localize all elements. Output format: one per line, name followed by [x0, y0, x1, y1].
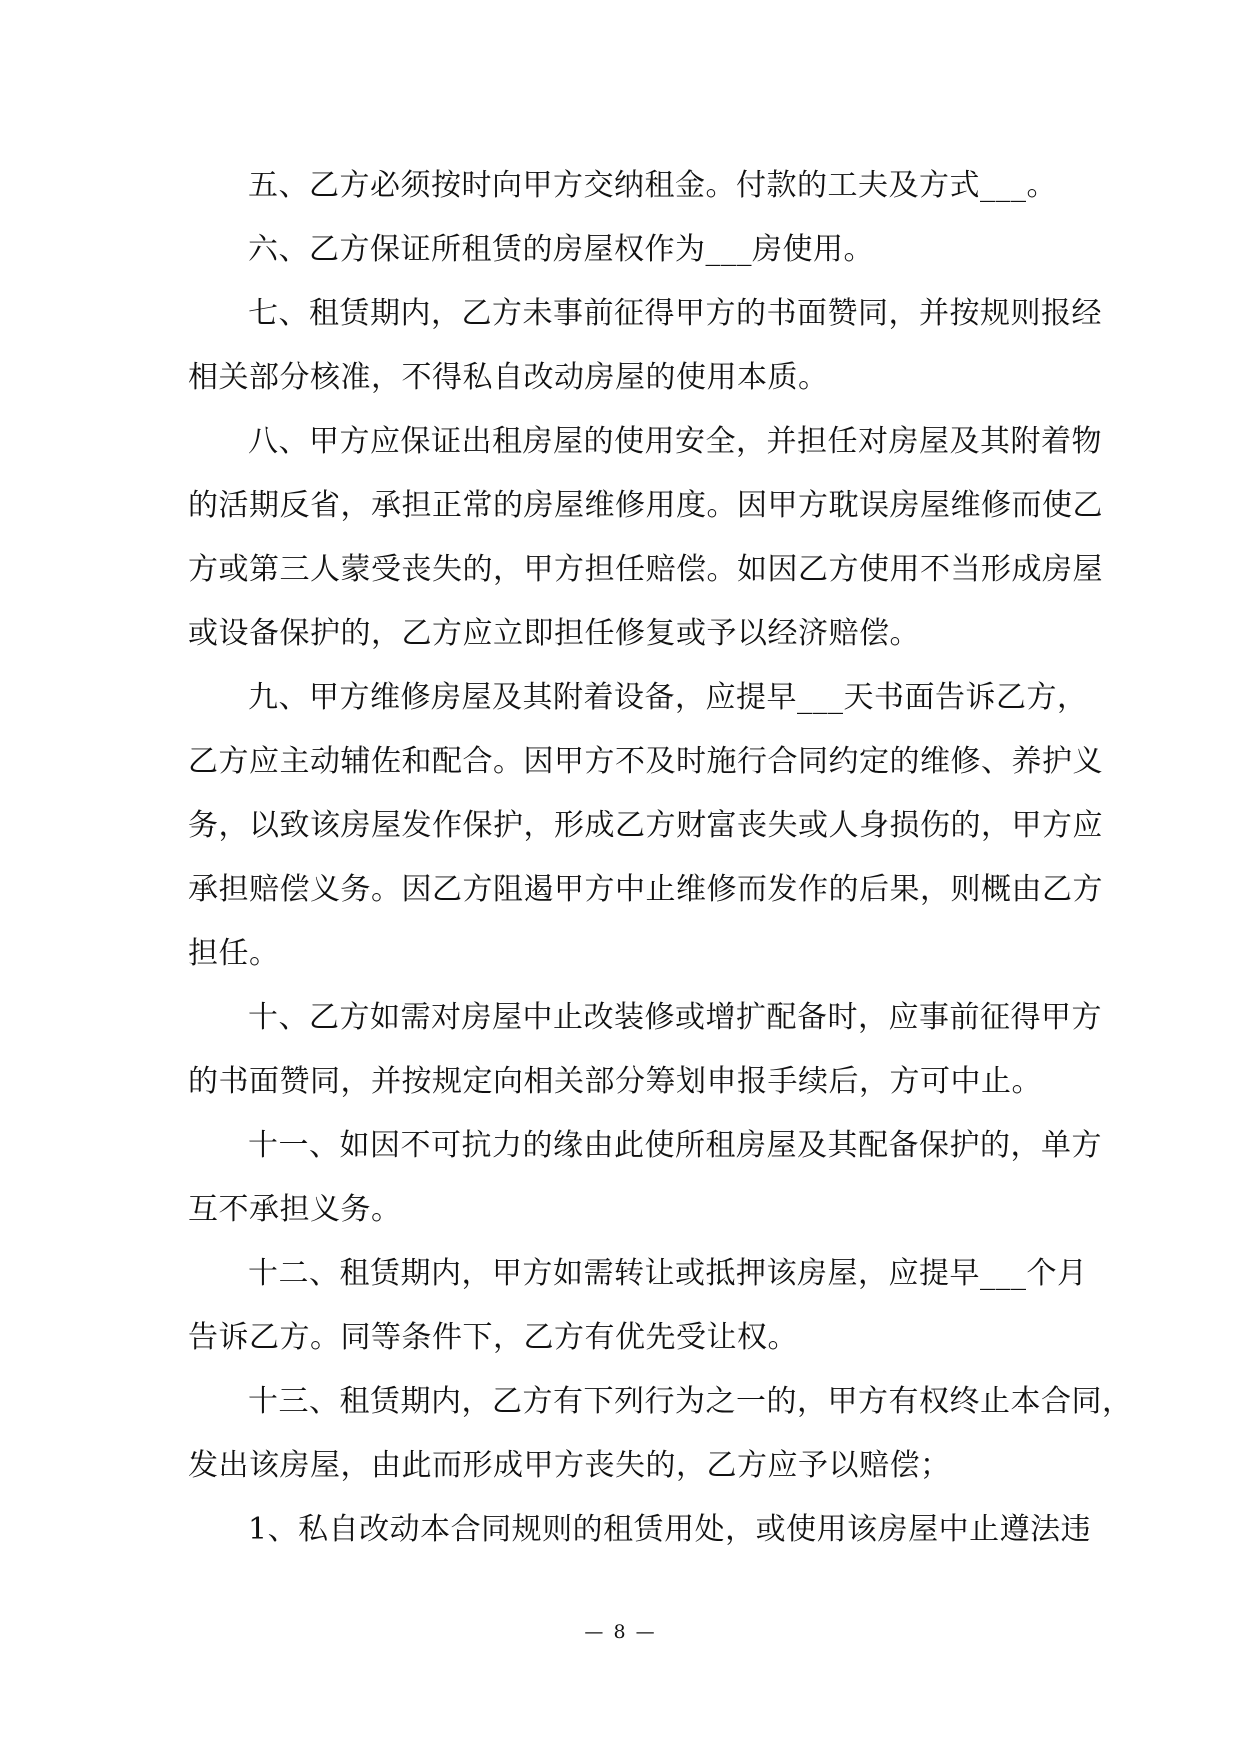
- text-line: 十一、如因不可抗力的缘由此使所租房屋及其配备保护的，单方: [248, 1128, 1102, 1163]
- text-line: 的书面赞同，并按规定向相关部分筹划申报手续后，方可中止。: [188, 1064, 1042, 1099]
- text-line: 六、乙方保证所租赁的房屋权作为___房使用。: [248, 232, 874, 267]
- text-line: 七、租赁期内，乙方未事前征得甲方的书面赞同，并按规则报经: [248, 296, 1102, 331]
- text-line: 1、私自改动本合同规则的租赁用处，或使用该房屋中止遵法违: [248, 1512, 1092, 1547]
- document-body: [188, 154, 1133, 1562]
- text-line: 务，以致该房屋发作保护，形成乙方财富丧失或人身损伤的，甲方应: [188, 808, 1103, 843]
- text-line: 九、甲方维修房屋及其附着设备，应提早___天书面告诉乙方，: [248, 680, 1088, 715]
- text-line: 互不承担义务。: [188, 1192, 402, 1227]
- text-line: 八、甲方应保证出租房屋的使用安全，并担任对房屋及其附着物: [248, 424, 1102, 459]
- text-line: 方或第三人蒙受丧失的，甲方担任赔偿。如因乙方使用不当形成房屋: [188, 552, 1103, 587]
- text-line: 十二、租赁期内，甲方如需转让或抵押该房屋，应提早___个月: [248, 1256, 1088, 1291]
- text-line: 担任。: [188, 936, 280, 971]
- text-line: 十三、租赁期内，乙方有下列行为之一的，甲方有权终止本合同，: [248, 1384, 1133, 1419]
- text-line: 承担赔偿义务。因乙方阻遏甲方中止维修而发作的后果，则概由乙方: [188, 872, 1103, 907]
- text-line: 乙方应主动辅佐和配合。因甲方不及时施行合同约定的维修、养护义: [188, 744, 1103, 779]
- text-line: 或设备保护的，乙方应立即担任修复或予以经济赔偿。: [188, 616, 920, 651]
- page-number: — 8 —: [584, 1621, 657, 1643]
- text-line: 十、乙方如需对房屋中止改装修或增扩配备时，应事前征得甲方: [248, 1000, 1102, 1035]
- text-line: 五、乙方必须按时向甲方交纳租金。付款的工夫及方式___。: [248, 168, 1057, 203]
- text-line: 发出该房屋，由此而形成甲方丧失的，乙方应予以赔偿；: [188, 1448, 951, 1483]
- text-line: 的活期反省，承担正常的房屋维修用度。因甲方耽误房屋维修而使乙: [188, 488, 1103, 523]
- text-line: 告诉乙方。同等条件下，乙方有优先受让权。: [188, 1320, 798, 1355]
- text-line: 相关部分核准，不得私自改动房屋的使用本质。: [188, 360, 829, 395]
